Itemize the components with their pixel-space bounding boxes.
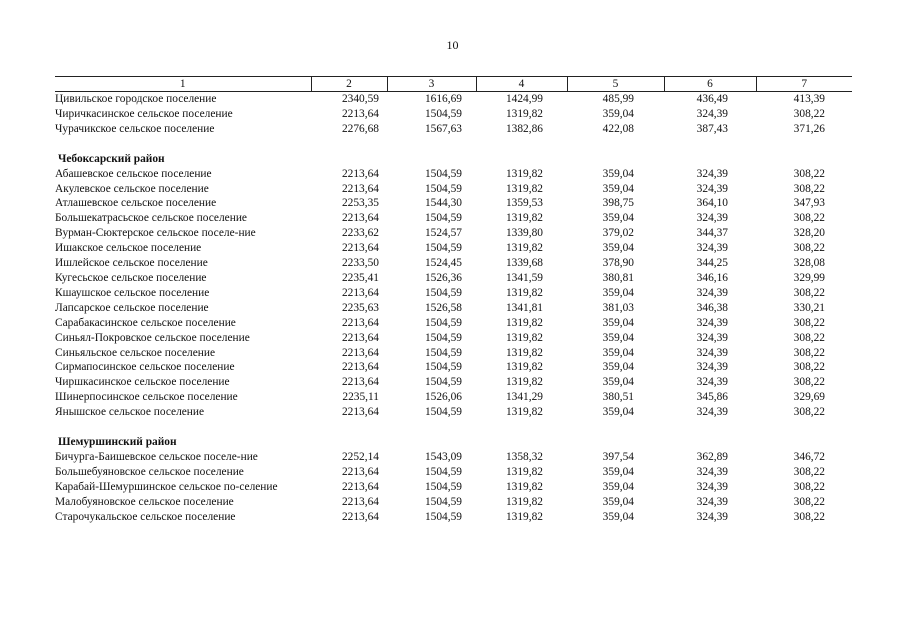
value-cell-col-3: 1504,59 xyxy=(424,286,462,299)
value-cell-col-4: 1319,82 xyxy=(505,465,543,478)
value-cell-col-6: 324,39 xyxy=(696,242,728,255)
settlement-name: Малобуяновское сельское поселение xyxy=(55,495,234,508)
value-cell-col-2: 2213,64 xyxy=(341,361,379,374)
table-row xyxy=(55,107,852,122)
value-cell-col-3: 1524,57 xyxy=(424,227,462,240)
settlement-name: Ишакское сельское поселение xyxy=(55,242,202,255)
value-cell-col-3: 1504,59 xyxy=(424,212,462,225)
value-cell-col-4: 1319,82 xyxy=(505,495,543,508)
spacer-cell xyxy=(55,420,852,435)
settlement-name: Сирмапосинское сельское поселение xyxy=(55,361,235,374)
spacer-row xyxy=(55,137,852,152)
value-cell-col-4: 1341,59 xyxy=(505,271,543,284)
value-cell-col-6: 324,39 xyxy=(696,361,728,374)
table-row xyxy=(55,375,852,390)
settlement-name: Кугесьское сельское поселение xyxy=(55,271,207,284)
value-cell-col-7: 347,93 xyxy=(793,197,825,210)
value-cell-col-4: 1319,82 xyxy=(505,242,543,255)
value-cell-col-6: 324,39 xyxy=(696,182,728,195)
value-cell-col-5: 422,08 xyxy=(602,122,634,135)
value-cell-col-6: 324,39 xyxy=(696,495,728,508)
value-cell-col-7: 308,22 xyxy=(793,286,825,299)
table-row xyxy=(55,405,852,420)
table-row xyxy=(55,301,852,316)
value-cell-col-6: 324,39 xyxy=(696,480,728,493)
value-cell-col-3: 1504,59 xyxy=(424,376,462,389)
settlement-name: Сарабакасинское сельское поселение xyxy=(55,316,236,329)
value-cell-col-4: 1359,53 xyxy=(505,197,543,210)
value-cell-col-5: 359,04 xyxy=(602,406,634,419)
value-cell-col-5: 380,51 xyxy=(602,391,634,404)
value-cell-col-5: 359,04 xyxy=(602,316,634,329)
settlement-name: Старочукальское сельское поселение xyxy=(55,510,236,523)
column-header-7: 7 xyxy=(756,77,852,92)
value-cell-col-6: 346,16 xyxy=(696,271,728,284)
value-cell-col-3: 1504,59 xyxy=(424,316,462,329)
column-header-5: 5 xyxy=(567,77,664,92)
value-cell-col-6: 344,37 xyxy=(696,227,728,240)
value-cell-col-3: 1616,69 xyxy=(424,93,462,105)
spacer-row xyxy=(55,420,852,435)
value-cell-col-5: 359,04 xyxy=(602,212,634,225)
value-cell-col-4: 1319,82 xyxy=(505,376,543,389)
table-row xyxy=(55,286,852,301)
value-cell-col-3: 1504,59 xyxy=(424,361,462,374)
value-cell-col-2: 2213,64 xyxy=(341,406,379,419)
value-cell-col-3: 1524,45 xyxy=(424,257,462,270)
value-cell-col-5: 359,04 xyxy=(602,510,634,523)
value-cell-col-4: 1358,32 xyxy=(505,450,543,463)
value-cell-col-3: 1504,59 xyxy=(424,182,462,195)
value-cell-col-6: 324,39 xyxy=(696,107,728,120)
value-cell-col-5: 359,04 xyxy=(602,465,634,478)
value-cell-col-7: 308,22 xyxy=(793,242,825,255)
table-header xyxy=(55,77,852,92)
value-cell-col-2: 2340,59 xyxy=(341,93,379,105)
table-row xyxy=(55,390,852,405)
district-heading: Чебоксарский район xyxy=(58,152,165,165)
value-cell-col-3: 1526,36 xyxy=(424,271,462,284)
value-cell-col-4: 1382,86 xyxy=(505,122,543,135)
district-heading: Шемуршинский район xyxy=(58,436,177,449)
value-cell-col-3: 1504,59 xyxy=(424,480,462,493)
settlement-name: Шинерпосинское сельское поселение xyxy=(55,391,238,404)
value-cell-col-3: 1504,59 xyxy=(424,107,462,120)
value-cell-col-5: 359,04 xyxy=(602,242,634,255)
value-cell-col-2: 2213,64 xyxy=(341,510,379,523)
value-cell-col-3: 1504,59 xyxy=(424,167,462,180)
table-row xyxy=(55,92,852,107)
settlement-name: Кшаушское сельское поселение xyxy=(55,286,210,299)
table-row xyxy=(55,346,852,361)
settlement-name: Вурман-Сюктерское сельское поселе-ние xyxy=(55,227,256,240)
table-row xyxy=(55,182,852,197)
table-row xyxy=(55,360,852,375)
value-cell-col-2: 2252,14 xyxy=(341,450,379,463)
value-cell-col-4: 1319,82 xyxy=(505,286,543,299)
table-row xyxy=(55,316,852,331)
value-cell-col-7: 308,22 xyxy=(793,495,825,508)
value-cell-col-3: 1526,58 xyxy=(424,301,462,314)
settlement-name: Акулевское сельское поселение xyxy=(55,182,209,195)
value-cell-col-4: 1341,29 xyxy=(505,391,543,404)
district-heading-row xyxy=(55,152,852,167)
value-cell-col-5: 379,02 xyxy=(602,227,634,240)
value-cell-col-7: 329,69 xyxy=(793,391,825,404)
column-header-4: 4 xyxy=(476,77,567,92)
value-cell-col-2: 2213,64 xyxy=(341,167,379,180)
value-cell-col-5: 359,04 xyxy=(602,361,634,374)
value-cell-col-4: 1319,82 xyxy=(505,406,543,419)
column-header-6: 6 xyxy=(664,77,756,92)
settlement-name: Большебуяновское сельское поселение xyxy=(55,465,244,478)
value-cell-col-7: 413,39 xyxy=(793,93,825,105)
value-cell-col-5: 359,04 xyxy=(602,167,634,180)
spacer-cell xyxy=(55,137,852,152)
table-body xyxy=(55,92,852,525)
value-cell-col-2: 2235,41 xyxy=(341,271,379,284)
table-row xyxy=(55,226,852,241)
value-cell-col-2: 2213,64 xyxy=(341,316,379,329)
value-cell-col-2: 2235,63 xyxy=(341,301,379,314)
value-cell-col-7: 308,22 xyxy=(793,167,825,180)
value-cell-col-3: 1544,30 xyxy=(424,197,462,210)
value-cell-col-6: 362,89 xyxy=(696,450,728,463)
settlement-name: Карабай-Шемуршинское сельское по-селение xyxy=(55,480,278,493)
table-row xyxy=(55,167,852,182)
settlement-name: Большекатрасьское сельское поселение xyxy=(55,212,247,225)
value-cell-col-5: 359,04 xyxy=(602,331,634,344)
value-cell-col-2: 2213,64 xyxy=(341,346,379,359)
value-cell-col-4: 1319,82 xyxy=(505,361,543,374)
settlement-name: Лапсарское сельское поселение xyxy=(55,301,209,314)
value-cell-col-6: 324,39 xyxy=(696,465,728,478)
settlement-name: Чурачикское сельское поселение xyxy=(55,122,215,135)
value-cell-col-7: 328,20 xyxy=(793,227,825,240)
value-cell-col-4: 1319,82 xyxy=(505,107,543,120)
value-cell-col-6: 324,39 xyxy=(696,346,728,359)
value-cell-col-6: 436,49 xyxy=(696,93,728,105)
value-cell-col-7: 308,22 xyxy=(793,406,825,419)
value-cell-col-6: 324,39 xyxy=(696,167,728,180)
value-cell-col-4: 1341,81 xyxy=(505,301,543,314)
value-cell-col-7: 308,22 xyxy=(793,107,825,120)
value-cell-col-4: 1339,68 xyxy=(505,257,543,270)
table-row xyxy=(55,256,852,271)
value-cell-col-2: 2213,64 xyxy=(341,242,379,255)
value-cell-col-7: 329,99 xyxy=(793,271,825,284)
value-cell-col-3: 1504,59 xyxy=(424,242,462,255)
value-cell-col-3: 1543,09 xyxy=(424,450,462,463)
value-cell-col-6: 364,10 xyxy=(696,197,728,210)
value-cell-col-5: 398,75 xyxy=(602,197,634,210)
page-number: 10 xyxy=(446,38,459,52)
value-cell-col-5: 359,04 xyxy=(602,495,634,508)
value-cell-col-7: 308,22 xyxy=(793,212,825,225)
value-cell-col-5: 359,04 xyxy=(602,376,634,389)
value-cell-col-5: 359,04 xyxy=(602,286,634,299)
table-row xyxy=(55,211,852,226)
settlement-name: Атлашевское сельское поселение xyxy=(55,197,217,210)
value-cell-col-7: 330,21 xyxy=(793,301,825,314)
settlement-name: Ишлейское сельское поселение xyxy=(55,257,208,270)
value-cell-col-2: 2213,64 xyxy=(341,212,379,225)
value-cell-col-2: 2213,64 xyxy=(341,331,379,344)
value-cell-col-2: 2213,64 xyxy=(341,495,379,508)
value-cell-col-6: 344,25 xyxy=(696,257,728,270)
settlement-name: Синьял-Покровское сельское поселение xyxy=(55,331,250,344)
table-row xyxy=(55,495,852,510)
value-cell-col-3: 1504,59 xyxy=(424,331,462,344)
value-cell-col-6: 324,39 xyxy=(696,316,728,329)
value-cell-col-6: 387,43 xyxy=(696,122,728,135)
value-cell-col-7: 308,22 xyxy=(793,465,825,478)
value-cell-col-5: 359,04 xyxy=(602,182,634,195)
value-cell-col-4: 1424,99 xyxy=(505,93,543,105)
rates-table xyxy=(55,76,852,524)
value-cell-col-4: 1339,80 xyxy=(505,227,543,240)
value-cell-col-5: 485,99 xyxy=(602,93,634,105)
value-cell-col-6: 346,38 xyxy=(696,301,728,314)
value-cell-col-3: 1504,59 xyxy=(424,465,462,478)
value-cell-col-4: 1319,82 xyxy=(505,480,543,493)
settlement-name: Чиршкасинское сельское поселение xyxy=(55,376,230,389)
settlement-name: Янышское сельское поселение xyxy=(55,406,205,419)
table-row xyxy=(55,331,852,346)
value-cell-col-2: 2213,64 xyxy=(341,286,379,299)
value-cell-col-7: 371,26 xyxy=(793,122,825,135)
value-cell-col-5: 359,04 xyxy=(602,346,634,359)
value-cell-col-6: 345,86 xyxy=(696,391,728,404)
value-cell-col-4: 1319,82 xyxy=(505,346,543,359)
value-cell-col-2: 2213,64 xyxy=(341,376,379,389)
value-cell-col-6: 324,39 xyxy=(696,510,728,523)
value-cell-col-7: 308,22 xyxy=(793,331,825,344)
value-cell-col-7: 308,22 xyxy=(793,376,825,389)
value-cell-col-3: 1504,59 xyxy=(424,510,462,523)
value-cell-col-7: 346,72 xyxy=(793,450,825,463)
value-cell-col-3: 1504,59 xyxy=(424,406,462,419)
value-cell-col-2: 2276,68 xyxy=(341,122,379,135)
value-cell-col-2: 2213,64 xyxy=(341,480,379,493)
value-cell-col-4: 1319,82 xyxy=(505,167,543,180)
value-cell-col-7: 308,22 xyxy=(793,346,825,359)
table-row xyxy=(55,196,852,211)
value-cell-col-4: 1319,82 xyxy=(505,510,543,523)
value-cell-col-3: 1526,06 xyxy=(424,391,462,404)
value-cell-col-4: 1319,82 xyxy=(505,316,543,329)
table-row xyxy=(55,510,852,525)
table-row xyxy=(55,480,852,495)
value-cell-col-2: 2235,11 xyxy=(342,391,379,404)
value-cell-col-7: 308,22 xyxy=(793,480,825,493)
settlement-name: Чиричкасинское сельское поселение xyxy=(55,107,233,120)
value-cell-col-2: 2213,64 xyxy=(341,107,379,120)
value-cell-col-5: 397,54 xyxy=(602,450,634,463)
value-cell-col-6: 324,39 xyxy=(696,212,728,225)
value-cell-col-2: 2213,64 xyxy=(341,182,379,195)
settlement-name: Синьяльское сельское поселение xyxy=(55,346,216,359)
value-cell-col-4: 1319,82 xyxy=(505,331,543,344)
value-cell-col-7: 308,22 xyxy=(793,316,825,329)
table-row xyxy=(55,450,852,465)
table-row xyxy=(55,465,852,480)
value-cell-col-2: 2233,50 xyxy=(341,257,379,270)
value-cell-col-4: 1319,82 xyxy=(505,212,543,225)
value-cell-col-6: 324,39 xyxy=(696,406,728,419)
settlement-name: Бичурга-Баишевское сельское поселе-ние xyxy=(55,450,258,463)
value-cell-col-3: 1567,63 xyxy=(424,122,462,135)
value-cell-col-5: 359,04 xyxy=(602,480,634,493)
value-cell-col-6: 324,39 xyxy=(696,376,728,389)
header-row xyxy=(55,77,852,92)
column-header-3: 3 xyxy=(387,77,476,92)
value-cell-col-6: 324,39 xyxy=(696,331,728,344)
value-cell-col-5: 381,03 xyxy=(602,301,634,314)
column-header-1: 1 xyxy=(55,77,311,92)
value-cell-col-7: 328,08 xyxy=(793,257,825,270)
column-header-2: 2 xyxy=(311,77,387,92)
value-cell-col-2: 2213,64 xyxy=(341,465,379,478)
settlement-name: Цивильское городское поселение xyxy=(55,93,217,105)
value-cell-col-6: 324,39 xyxy=(696,286,728,299)
value-cell-col-7: 308,22 xyxy=(793,510,825,523)
settlement-name: Абашевское сельское поселение xyxy=(55,167,212,180)
table-row xyxy=(55,122,852,137)
value-cell-col-2: 2253,35 xyxy=(341,197,379,210)
value-cell-col-3: 1504,59 xyxy=(424,495,462,508)
value-cell-col-2: 2233,62 xyxy=(341,227,379,240)
value-cell-col-7: 308,22 xyxy=(793,361,825,374)
district-heading-row xyxy=(55,435,852,450)
value-cell-col-7: 308,22 xyxy=(793,182,825,195)
table-row xyxy=(55,271,852,286)
table-row xyxy=(55,241,852,256)
value-cell-col-5: 380,81 xyxy=(602,271,634,284)
value-cell-col-5: 378,90 xyxy=(602,257,634,270)
value-cell-col-5: 359,04 xyxy=(602,107,634,120)
value-cell-col-3: 1504,59 xyxy=(424,346,462,359)
value-cell-col-4: 1319,82 xyxy=(505,182,543,195)
